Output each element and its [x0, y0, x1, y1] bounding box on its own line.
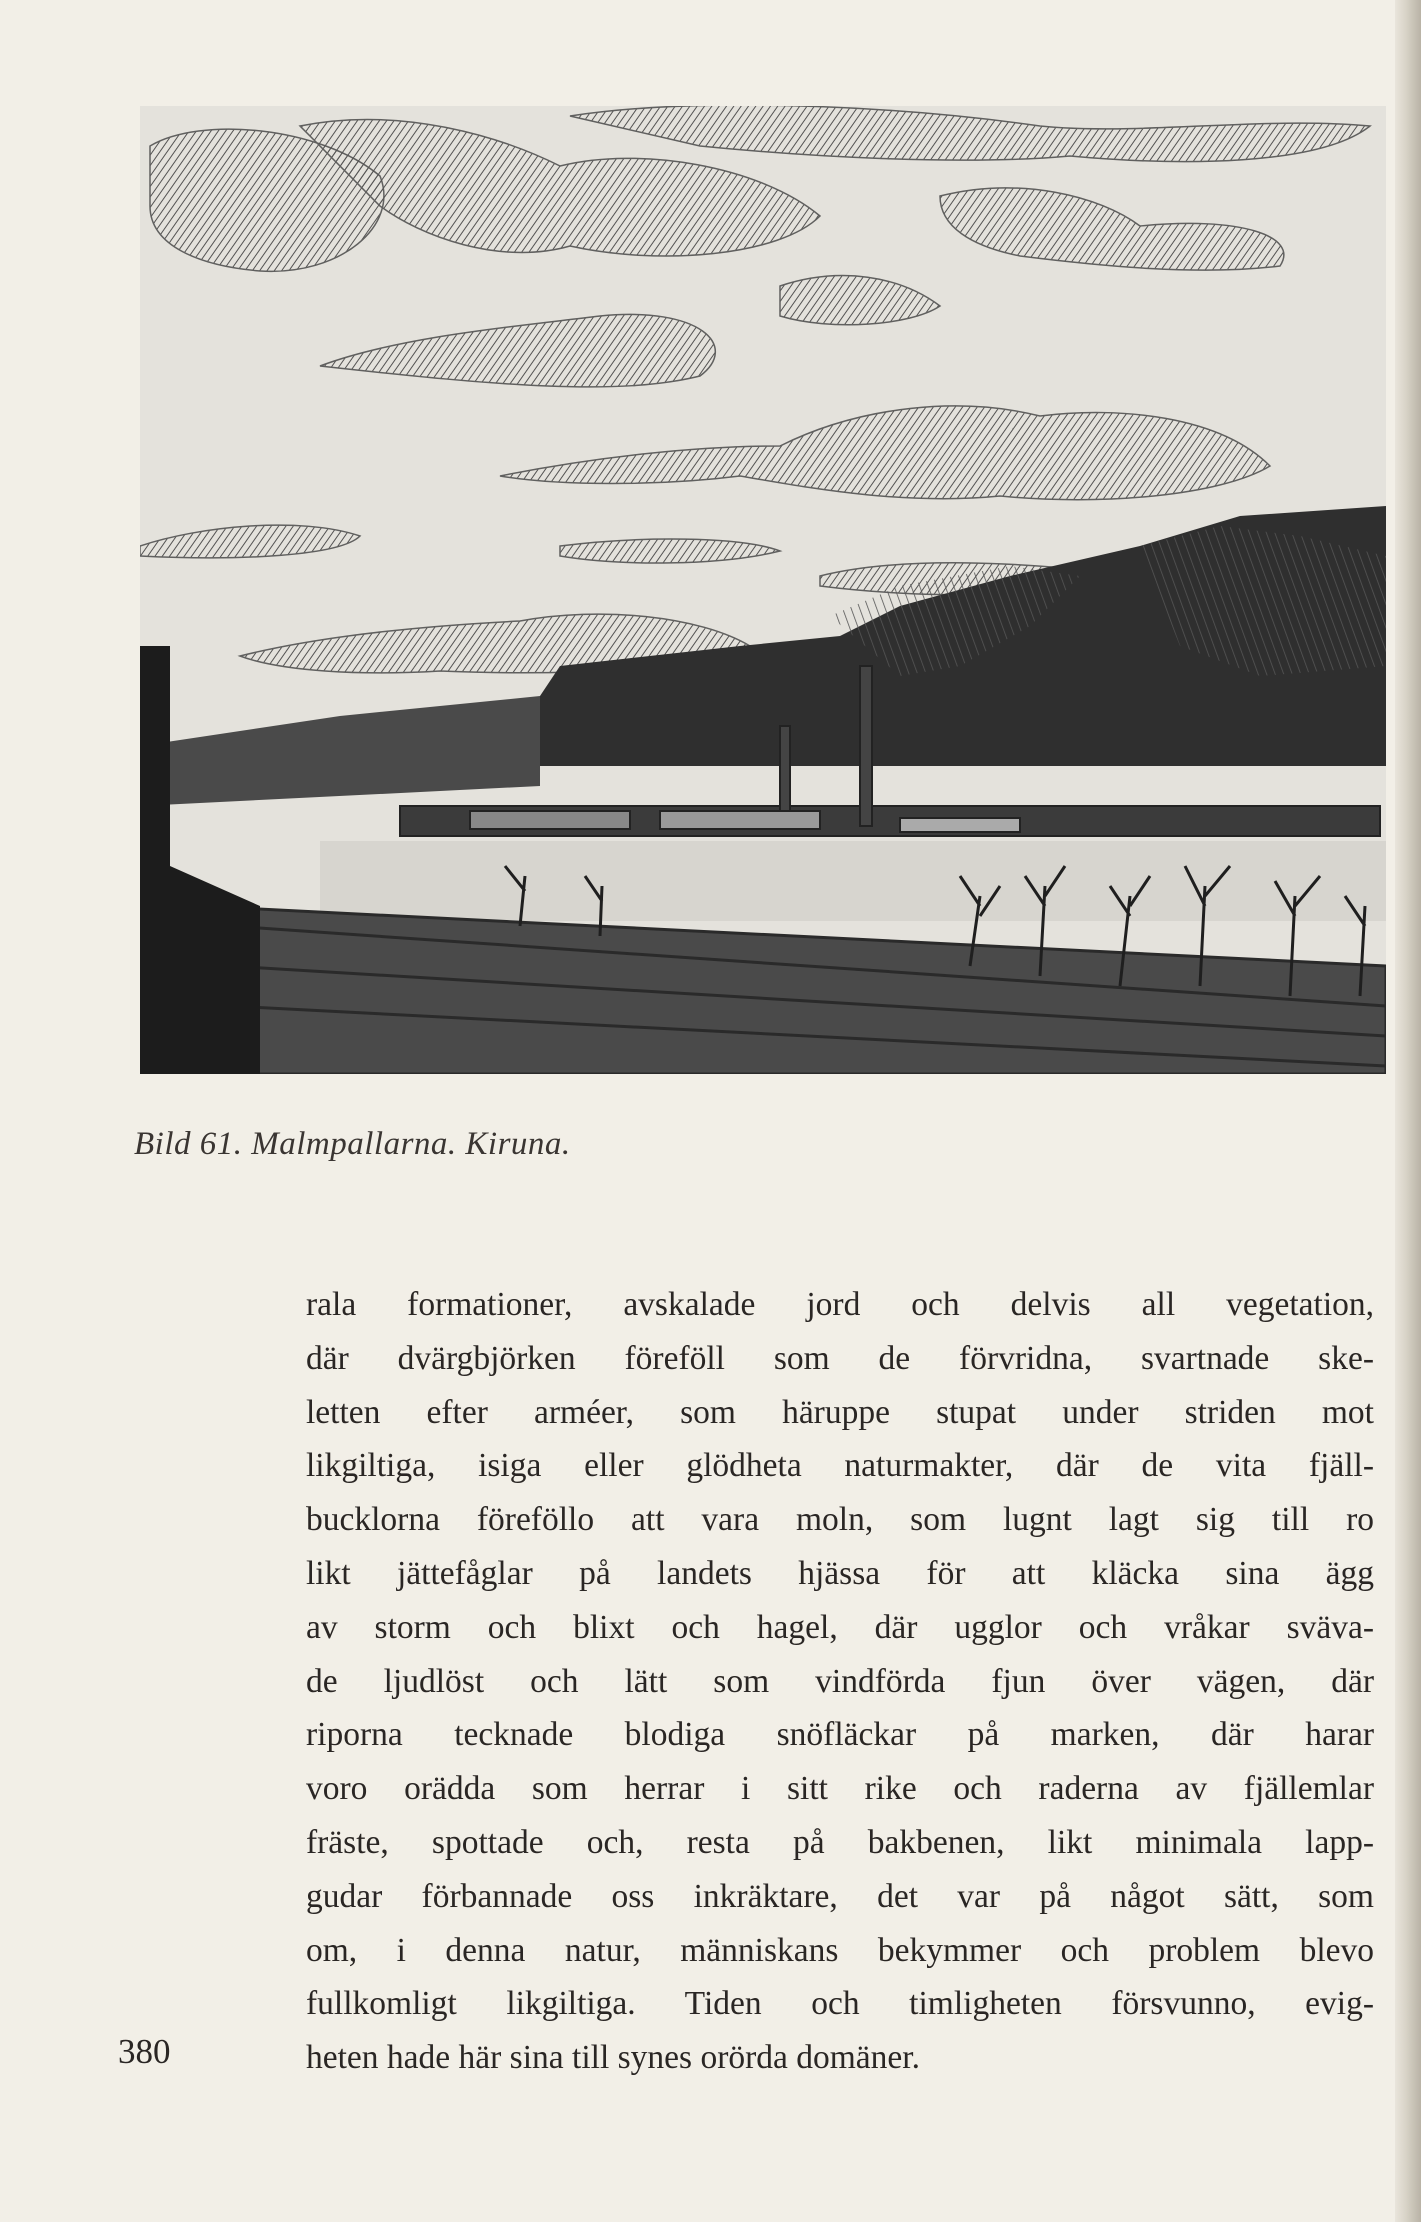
illustration-mining-landscape — [140, 106, 1386, 1074]
text-line: där dvärgbjörken föreföll som de förvridna, svartnade ske- — [306, 1339, 1374, 1377]
text-line: likt jättefåglar på landets hjässa för att kläcka sina ägg — [306, 1554, 1374, 1592]
text-line: rala formationer, avskalade jord och delvis all vegetation, — [306, 1286, 1374, 1323]
text-line: om, i denna natur, människans bekymmer och problem blevo — [306, 1931, 1374, 1969]
text-line: de ljudlöst och lätt som vindförda fjun över vägen, där — [306, 1662, 1374, 1700]
text-line: gudar förbannade oss inkräktare, det var på något sätt, som — [306, 1877, 1374, 1915]
text-line: letten efter arméer, som häruppe stupat under striden mot — [306, 1393, 1374, 1431]
body-text — [306, 1278, 1374, 2085]
text-line: fräste, spottade och, resta på bakbenen, likt minimala lapp- — [306, 1823, 1374, 1861]
text-line: av storm och blixt och hagel, där ugglor och vråkar sväva- — [306, 1608, 1374, 1646]
figure-caption: Bild 61. Malmpallarna. Kiruna. — [134, 1126, 571, 1162]
text-line: voro orädda som herrar i sitt rike och raderna av fjällemlar — [306, 1770, 1374, 1808]
text-line: heten hade här sina till synes orörda domäner. — [306, 2039, 920, 2077]
text-line: fullkomligt likgiltiga. Tiden och timligheten försvunno, evig- — [306, 1985, 1374, 2023]
text-line: riporna tecknade blodiga snöfläckar på marken, där harar — [306, 1716, 1374, 1754]
lake — [320, 841, 1386, 921]
text-line: likgiltiga, isiga eller glödheta naturmakter, där de vita fjäll- — [306, 1447, 1374, 1485]
page-edge — [1395, 0, 1421, 2222]
page-number: 380 — [118, 2032, 171, 2071]
text-line: bucklorna föreföllo att vara moln, som lugnt lagt sig till ro — [306, 1501, 1374, 1539]
landscape-drawing — [140, 106, 1386, 1074]
